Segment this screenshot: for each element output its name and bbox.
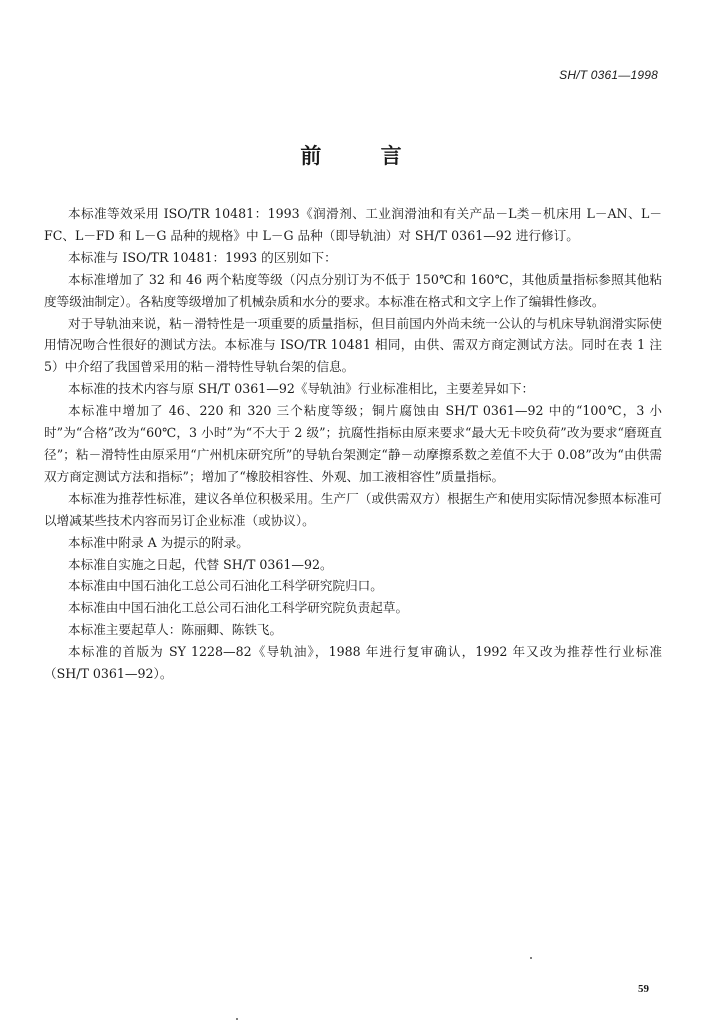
paragraph: 对于导轨油来说，粘－滑特性是一项重要的质量指标，但目前国内外尚未统一公认的与机床导轨润滑实际使用情况吻合性很好的测试方法。本标准与 ISO/TR 10481 相同，由供、需双方商定测试方法。同时在表 1 注 5）中介绍了我国曾采用的粘－滑特性导轨台架的信息。: [44, 315, 662, 375]
page-number: 59: [638, 983, 649, 995]
paragraph: 本标准等效采用 ISO/TR 10481：1993《润滑剂、工业润滑油和有关产品－L类－机床用 L－AN、L－FC、L－FD 和 L－G 品种的规格》中 L－G 品种（即导轨油）对 SH/T 0361—92 进行修订。: [44, 206, 662, 243]
foreword-body: [44, 203, 662, 685]
standard-code-header: SH/T 0361—1998: [559, 68, 658, 82]
paragraph: 本标准为推荐性标准，建议各单位积极采用。生产厂（或供需双方）根据生产和使用实际情况参照本标准可以增减某些技术内容而另订企业标准（或协议）。: [44, 490, 662, 528]
paragraph: 本标准中增加了 46、220 和 320 三个粘度等级；铜片腐蚀由 SH/T 0361—92 中的“100℃，3 小时”为“合格”改为“60℃，3 小时”为“不大于 2 级”；抗腐性指标由原来要求“最大无卡咬负荷”改为要求“磨斑直径”；粘－滑特性由原采用“广州机床研究所”的导轨台架测定“静－动摩擦系数之差值不大于 0.08”改为“由供需双方商定测试方法和指标”；增加了“橡胶相容性、外观、加工液相容性”质量指标。: [44, 403, 662, 484]
scan-speck: [530, 957, 532, 959]
paragraph: 本标准与 ISO/TR 10481：1993 的区别如下：: [68, 249, 337, 265]
paragraph: 本标准由中国石油化工总公司石油化工科学研究院归口。: [68, 578, 383, 594]
paragraph: 本标准增加了 32 和 46 两个粘度等级（闪点分别订为不低于 150℃和 160℃，其他质量指标参照其他粘度等级油制定）。各粘度等级增加了机械杂质和水分的要求。本标准在格式和文字上作了编辑性修改。: [44, 271, 662, 309]
paragraph: 本标准中附录 A 为提示的附录。: [68, 534, 249, 550]
paragraph: 本标准自实施之日起，代替 SH/T 0361—92。: [68, 556, 333, 572]
paragraph: 本标准主要起草人：陈丽卿、陈铁飞。: [68, 622, 283, 638]
paragraph: 本标准的技术内容与原 SH/T 0361—92《导轨油》行业标准相比，主要差异如下：: [68, 381, 535, 397]
page-title: 前 言: [300, 144, 428, 168]
paragraph: 本标准由中国石油化工总公司石油化工科学研究院负责起草。: [68, 600, 409, 616]
paragraph: 本标准的首版为 SY 1228—82《导轨油》，1988 年进行复审确认，1992 年又改为推荐性行业标准（SH/T 0361—92）。: [44, 644, 662, 682]
scan-speck: [236, 1018, 238, 1020]
